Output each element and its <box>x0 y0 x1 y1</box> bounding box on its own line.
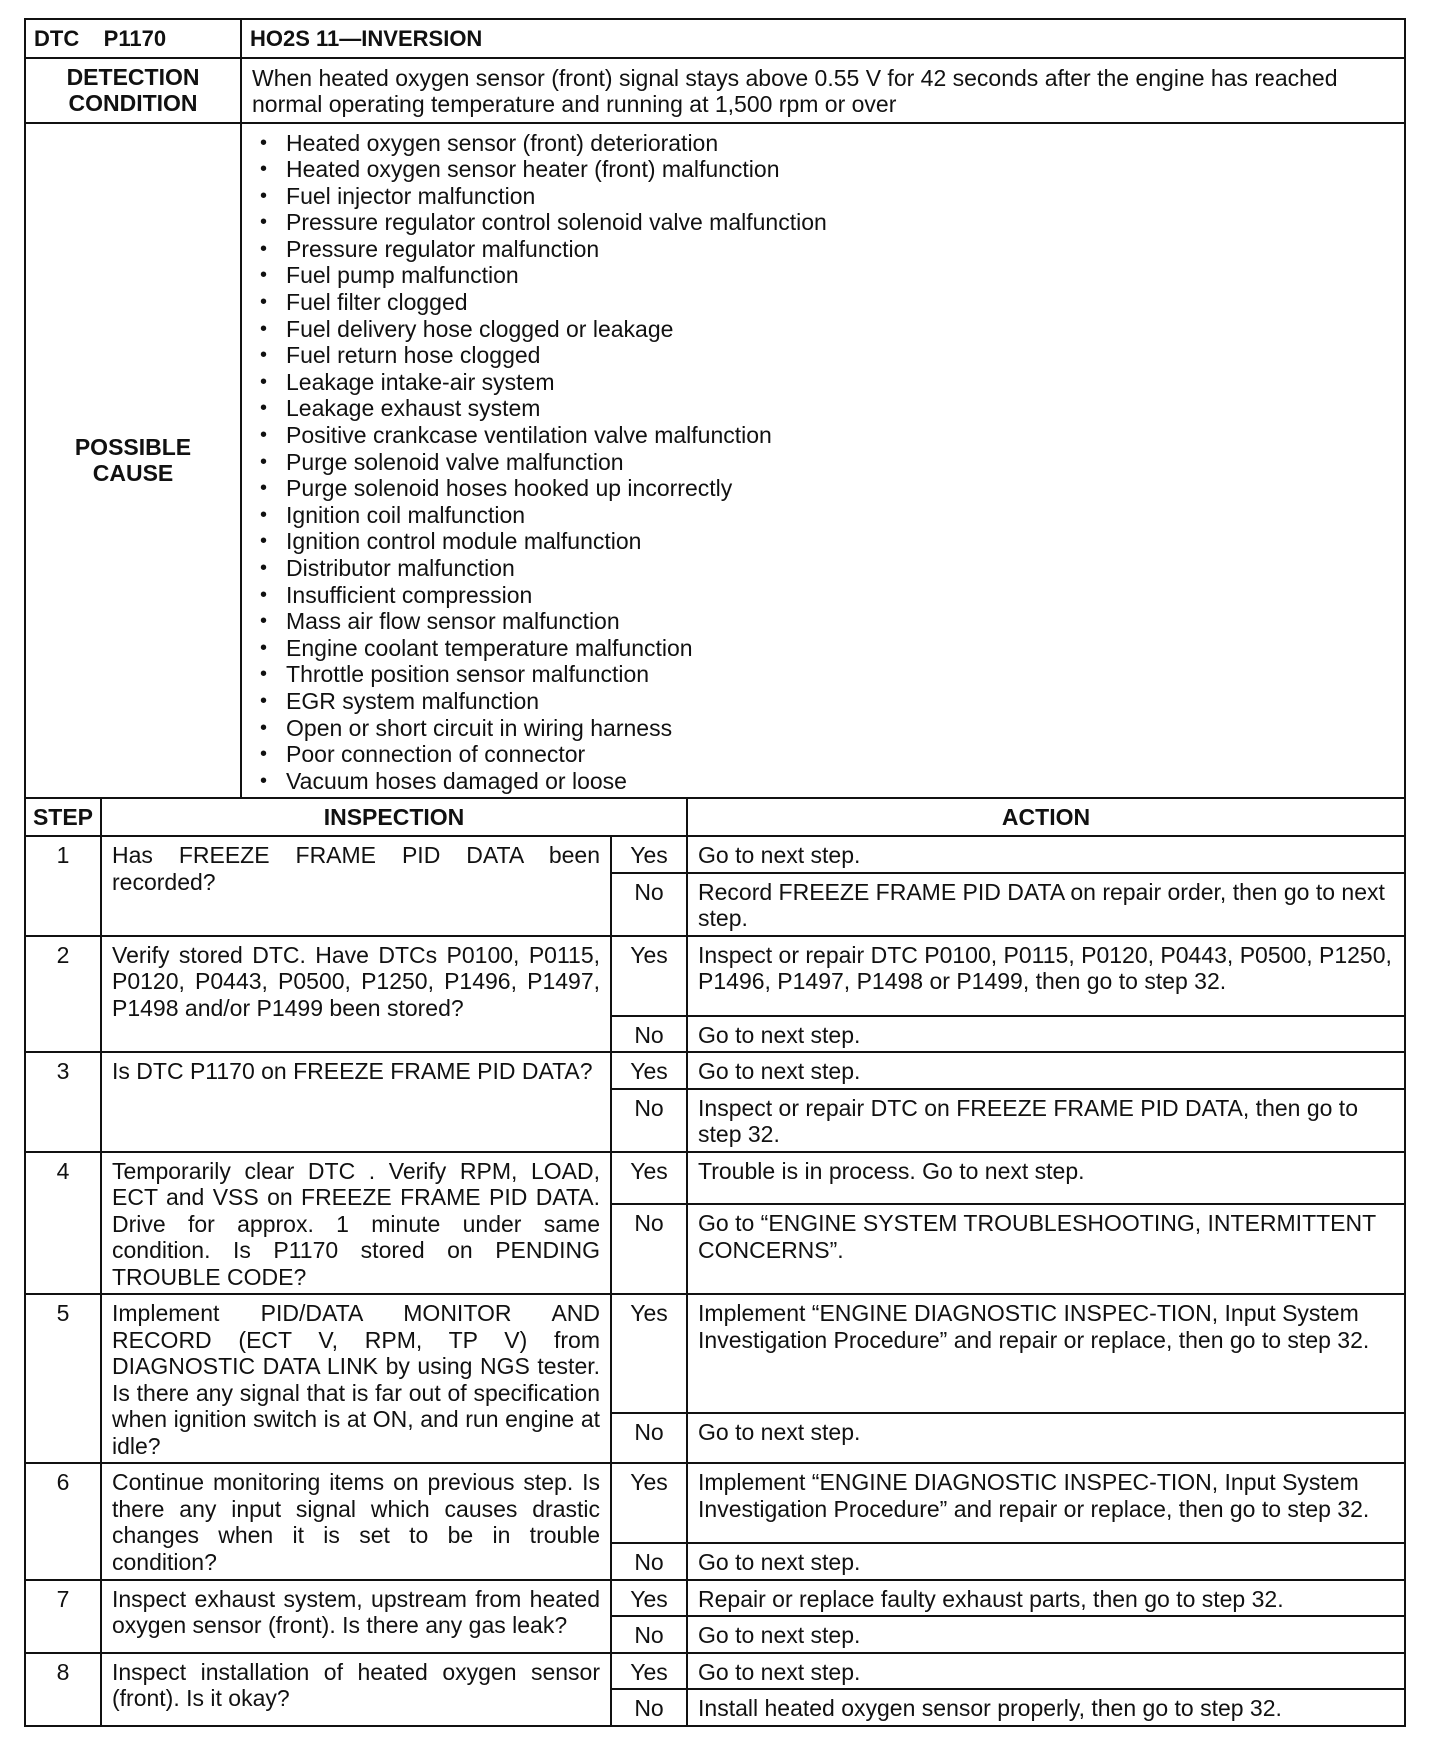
possible-cause-item: • Purge solenoid valve malfunction <box>252 449 1394 476</box>
possible-cause-item: • Pressure regulator malfunction <box>252 236 1394 263</box>
no-action: Go to next step. <box>687 1016 1405 1053</box>
step-row-yes <box>25 1152 1405 1204</box>
possible-cause-item: • Poor connection of connector <box>252 741 1394 768</box>
step-inspection: Inspect exhaust system, upstream from heated oxygen sensor (front). Is there any gas leak? <box>101 1580 611 1653</box>
step-number: 1 <box>25 836 101 936</box>
action-column-header: ACTION <box>687 798 1405 836</box>
possible-cause-item: • Heated oxygen sensor (front) deterioration <box>252 130 1394 157</box>
possible-cause-list <box>252 124 1394 798</box>
possible-cause-item: • Fuel injector malfunction <box>252 183 1394 210</box>
dtc-document <box>24 18 1404 1727</box>
dtc-label: DTC <box>34 26 80 51</box>
detection-label: DETECTION CONDITION <box>25 58 241 123</box>
step-inspection: Inspect installation of heated oxygen sensor (front). Is it okay? <box>101 1653 611 1726</box>
no-action: Go to next step. <box>687 1543 1405 1580</box>
no-action: Go to next step. <box>687 1616 1405 1653</box>
possible-cause-item: • Pressure regulator control solenoid valve malfunction <box>252 209 1394 236</box>
possible-cause-item: • Insufficient compression <box>252 582 1394 609</box>
possible-cause-item: • Leakage exhaust system <box>252 395 1394 422</box>
yes-action: Go to next step. <box>687 1653 1405 1690</box>
dtc-code: P1170 <box>103 26 167 51</box>
yes-action: Repair or replace faulty exhaust parts, then go to step 32. <box>687 1580 1405 1617</box>
no-label: No <box>611 1089 687 1152</box>
yes-label: Yes <box>611 1052 687 1089</box>
step-inspection: Is DTC P1170 on FREEZE FRAME PID DATA? <box>101 1052 611 1152</box>
detection-text: When heated oxygen sensor (front) signal stays above 0.55 V for 42 seconds after the engine has reached normal operating temperature and running at 1,500 rpm or over <box>241 58 1405 123</box>
step-row-yes <box>25 836 1405 873</box>
dtc-code-cell <box>25 19 241 58</box>
possible-cause-item: • Distributor malfunction <box>252 555 1394 582</box>
possible-cause-item: • Purge solenoid hoses hooked up incorrectly <box>252 475 1394 502</box>
step-number: 3 <box>25 1052 101 1152</box>
no-label: No <box>611 1204 687 1294</box>
step-inspection: Implement PID/DATA MONITOR AND RECORD (ECT V, RPM, TP V) from DIAGNOSTIC DATA LINK by using NGS tester. Is there any signal that is far out of specification when ignition switch is at ON, and run engine at idle? <box>101 1294 611 1463</box>
no-action: Record FREEZE FRAME PID DATA on repair order, then go to next step. <box>687 873 1405 936</box>
dtc-title: HO2S 11—INVERSION <box>241 19 1405 58</box>
yes-label: Yes <box>611 836 687 873</box>
yes-action: Trouble is in process. Go to next step. <box>687 1152 1405 1204</box>
no-action: Inspect or repair DTC on FREEZE FRAME PID DATA, then go to step 32. <box>687 1089 1405 1152</box>
step-row-yes <box>25 1580 1405 1617</box>
step-inspection: Continue monitoring items on previous step. Is there any input signal which causes drastic changes when it is set to be in trouble condition? <box>101 1463 611 1580</box>
possible-cause-row <box>25 123 1405 799</box>
possible-cause-item: • Ignition coil malfunction <box>252 502 1394 529</box>
possible-cause-item: • EGR system malfunction <box>252 688 1394 715</box>
possible-cause-item: • Open or short circuit in wiring harness <box>252 715 1394 742</box>
possible-cause-item: • Leakage intake-air system <box>252 369 1394 396</box>
step-inspection: Verify stored DTC. Have DTCs P0100, P0115, P0120, P0443, P0500, P1250, P1496, P1497, P1498 and/or P1499 been stored? <box>101 936 611 1053</box>
yes-label: Yes <box>611 936 687 1016</box>
step-number: 7 <box>25 1580 101 1653</box>
yes-label: Yes <box>611 1580 687 1617</box>
step-inspection: Has FREEZE FRAME PID DATA been recorded? <box>101 836 611 936</box>
step-row-yes <box>25 1653 1405 1690</box>
yes-label: Yes <box>611 1653 687 1690</box>
yes-action: Go to next step. <box>687 1052 1405 1089</box>
no-label: No <box>611 873 687 936</box>
possible-cause-item: • Fuel delivery hose clogged or leakage <box>252 316 1394 343</box>
possible-cause-list-cell <box>241 123 1405 799</box>
dtc-table <box>24 18 1406 1727</box>
step-row-yes <box>25 936 1405 1016</box>
detection-row <box>25 58 1405 123</box>
possible-cause-item: • Fuel return hose clogged <box>252 342 1394 369</box>
possible-cause-item: • Fuel filter clogged <box>252 289 1394 316</box>
possible-cause-item: • Positive crankcase ventilation valve malfunction <box>252 422 1394 449</box>
step-number: 2 <box>25 936 101 1053</box>
step-column-header: STEP <box>25 798 101 836</box>
possible-cause-item: • Vacuum hoses damaged or loose <box>252 768 1394 795</box>
header-row <box>25 19 1405 58</box>
yes-action: Inspect or repair DTC P0100, P0115, P0120, P0443, P0500, P1250, P1496, P1497, P1498 or P1499, then go to step 32. <box>687 936 1405 1016</box>
no-action: Go to “ENGINE SYSTEM TROUBLESHOOTING, INTERMITTENT CONCERNS”. <box>687 1204 1405 1294</box>
no-label: No <box>611 1016 687 1053</box>
yes-action: Implement “ENGINE DIAGNOSTIC INSPEC-TION, Input System Investigation Procedure” and repair or replace, then go to step 32. <box>687 1294 1405 1413</box>
step-number: 5 <box>25 1294 101 1463</box>
possible-cause-item: • Throttle position sensor malfunction <box>252 661 1394 688</box>
inspection-column-header: INSPECTION <box>101 798 687 836</box>
yes-action: Go to next step. <box>687 836 1405 873</box>
no-label: No <box>611 1616 687 1653</box>
step-row-yes <box>25 1052 1405 1089</box>
column-header-row <box>25 798 1405 836</box>
no-label: No <box>611 1689 687 1726</box>
yes-label: Yes <box>611 1152 687 1204</box>
step-number: 4 <box>25 1152 101 1295</box>
possible-cause-item: • Fuel pump malfunction <box>252 262 1394 289</box>
no-action: Go to next step. <box>687 1413 1405 1463</box>
possible-cause-item: • Engine coolant temperature malfunction <box>252 635 1394 662</box>
no-label: No <box>611 1413 687 1463</box>
step-inspection: Temporarily clear DTC . Verify RPM, LOAD, ECT and VSS on FREEZE FRAME PID DATA. Drive for approx. 1 minute under same condition. Is P1170 stored on PENDING TROUBLE CODE? <box>101 1152 611 1295</box>
no-label: No <box>611 1543 687 1580</box>
yes-action: Implement “ENGINE DIAGNOSTIC INSPEC-TION, Input System Investigation Procedure” and repair or replace, then go to step 32. <box>687 1463 1405 1543</box>
yes-label: Yes <box>611 1463 687 1543</box>
possible-cause-item: • Ignition control module malfunction <box>252 528 1394 555</box>
possible-cause-item: • Heated oxygen sensor heater (front) malfunction <box>252 156 1394 183</box>
step-row-yes <box>25 1463 1405 1543</box>
possible-cause-label: POSSIBLE CAUSE <box>25 123 241 799</box>
yes-label: Yes <box>611 1294 687 1413</box>
no-action: Install heated oxygen sensor properly, then go to step 32. <box>687 1689 1405 1726</box>
step-row-yes <box>25 1294 1405 1413</box>
step-number: 8 <box>25 1653 101 1726</box>
step-number: 6 <box>25 1463 101 1580</box>
possible-cause-item: • Mass air flow sensor malfunction <box>252 608 1394 635</box>
